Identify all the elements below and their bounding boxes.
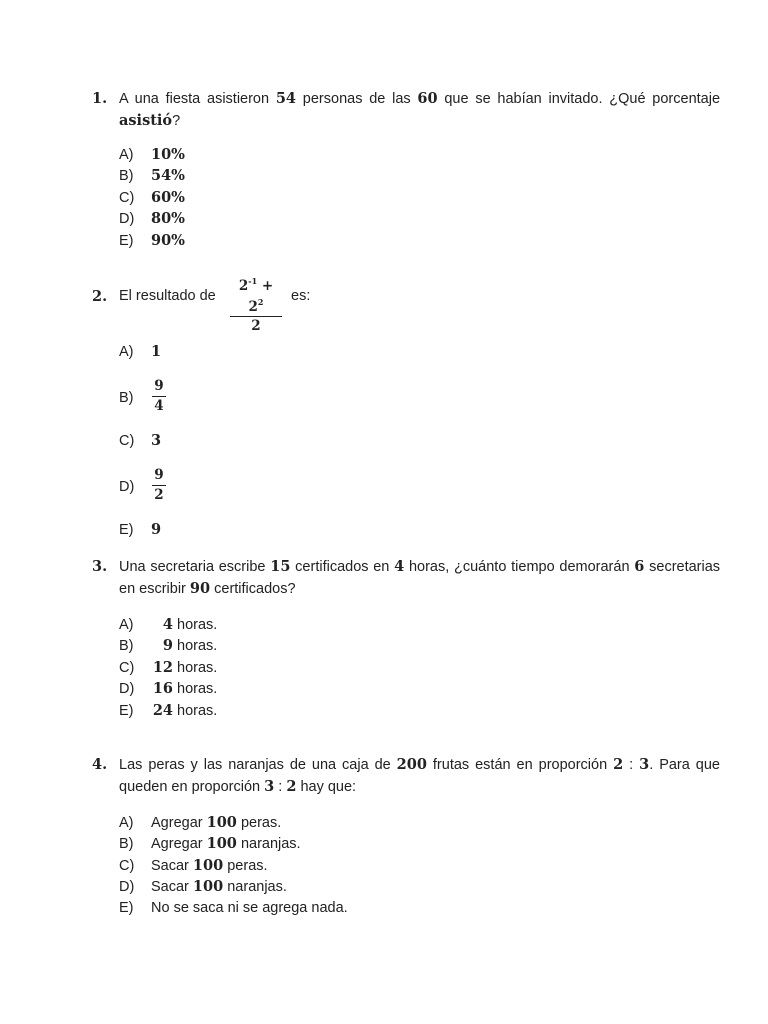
option-b[interactable] xyxy=(119,833,720,854)
option-letter: E) xyxy=(119,232,134,249)
option-number: 100 xyxy=(206,835,237,853)
option-e[interactable] xyxy=(119,519,161,540)
option-letter: A) xyxy=(119,617,134,633)
option-value: 1 xyxy=(151,343,162,360)
question-4-options xyxy=(119,812,720,919)
fraction-expression xyxy=(230,273,282,334)
option-letter: A) xyxy=(119,344,134,360)
option-a[interactable] xyxy=(119,614,720,635)
fraction-bar xyxy=(230,316,282,317)
option-letter: A) xyxy=(119,815,134,831)
expr-base: 2 xyxy=(248,299,258,315)
question-number: 1. xyxy=(92,90,108,107)
question-2 xyxy=(92,276,720,538)
option-value: 54% xyxy=(151,167,185,185)
question-3-stem xyxy=(92,556,720,600)
stem-text: hay que: xyxy=(300,779,357,795)
option-b[interactable] xyxy=(119,165,720,186)
expr-denominator: 2 xyxy=(251,318,261,334)
option-letter: E) xyxy=(119,702,134,719)
question-4-stem xyxy=(92,754,720,798)
stem-text: en proporción xyxy=(171,779,261,795)
question-4 xyxy=(92,754,720,919)
option-letter: E) xyxy=(119,522,134,538)
option-text: peras. xyxy=(240,815,282,831)
question-number: 4. xyxy=(92,756,108,773)
numerator: 9 xyxy=(154,378,164,394)
denominator: 4 xyxy=(154,398,164,414)
ratio-value: 2 xyxy=(613,756,624,773)
stem-text: certificados? xyxy=(214,581,296,597)
option-a[interactable] xyxy=(119,144,720,165)
option-e[interactable] xyxy=(119,230,720,251)
stem-text: El resultado de xyxy=(119,288,216,304)
stem-number: 90 xyxy=(189,580,211,597)
option-value: 9 xyxy=(162,637,173,655)
option-a[interactable] xyxy=(119,812,720,833)
option-c[interactable] xyxy=(119,657,720,678)
option-fraction xyxy=(152,467,166,504)
stem-number: 6 xyxy=(634,558,645,575)
option-text: No se saca ni se agrega nada. xyxy=(151,899,348,916)
option-unit: horas. xyxy=(177,659,218,676)
option-value: 80% xyxy=(151,210,185,228)
option-value: 3 xyxy=(151,432,162,449)
fraction-bar xyxy=(152,396,166,397)
option-letter: C) xyxy=(119,189,135,206)
option-number: 100 xyxy=(192,856,224,874)
numerator: 9 xyxy=(154,467,164,483)
stem-text: Una secretaria escribe xyxy=(119,559,266,575)
fraction-bar xyxy=(152,485,166,486)
option-letter: B) xyxy=(119,168,134,185)
expr-exponent: 2 xyxy=(257,297,264,307)
stem-text: A una fiesta asistieron xyxy=(119,91,270,107)
stem-text: personas de las xyxy=(302,91,411,107)
stem-number: 60 xyxy=(417,90,438,107)
ratio-value: 3 xyxy=(264,778,275,795)
question-1-stem xyxy=(92,88,720,132)
stem-text: en escribir xyxy=(119,581,186,597)
option-value: 12 xyxy=(152,658,173,676)
stem-number: 54 xyxy=(275,90,297,107)
option-text: Sacar xyxy=(151,879,189,896)
option-letter: C) xyxy=(119,857,135,874)
option-text: Agregar xyxy=(151,815,203,831)
option-letter: C) xyxy=(119,659,135,676)
option-e[interactable] xyxy=(119,898,720,919)
question-3 xyxy=(92,556,720,721)
option-letter: D) xyxy=(119,211,135,228)
option-fraction xyxy=(152,378,166,415)
option-value: 24 xyxy=(152,701,173,719)
question-number: 2. xyxy=(92,288,108,305)
question-2-stem xyxy=(92,276,720,334)
option-unit: horas. xyxy=(177,617,218,633)
ratio-value: 2 xyxy=(286,778,297,795)
stem-text: horas, ¿cuánto tiempo demorarán xyxy=(408,559,630,575)
expr-operator: + xyxy=(261,278,274,294)
question-1 xyxy=(92,88,720,251)
option-value: 10% xyxy=(151,146,185,163)
option-unit: horas. xyxy=(177,702,218,719)
option-text: peras. xyxy=(227,857,268,874)
stem-text: certificados en xyxy=(295,559,390,575)
stem-number: 15 xyxy=(270,558,291,575)
option-value: 90% xyxy=(151,231,185,249)
option-letter: C) xyxy=(119,433,135,449)
stem-text: frutas están en proporción xyxy=(432,757,608,773)
question-number: 3. xyxy=(92,558,108,575)
option-letter: B) xyxy=(119,638,134,655)
option-letter: B) xyxy=(119,836,134,853)
option-text: Sacar xyxy=(151,857,189,874)
stem-text: es: xyxy=(291,288,311,304)
option-letter: E) xyxy=(119,899,134,916)
stem-bold-word: asistió xyxy=(119,112,173,129)
option-value: 4 xyxy=(162,616,173,633)
ratio-colon: : xyxy=(278,779,283,795)
option-number: 100 xyxy=(206,814,237,831)
option-c[interactable] xyxy=(119,430,161,451)
ratio-value: 3 xyxy=(639,756,650,773)
option-d[interactable] xyxy=(119,876,720,897)
stem-number: 4 xyxy=(394,558,405,575)
stem-number: 200 xyxy=(396,756,427,773)
option-value: 60% xyxy=(151,188,185,206)
option-c[interactable] xyxy=(119,187,720,208)
option-letter: D) xyxy=(119,479,135,495)
option-b[interactable] xyxy=(119,635,720,656)
option-letter: D) xyxy=(119,681,135,698)
option-value: 9 xyxy=(151,521,162,538)
expr-base: 2 xyxy=(238,278,249,294)
option-letter: D) xyxy=(119,879,135,896)
question-1-options xyxy=(119,144,720,251)
option-value: 16 xyxy=(152,680,173,698)
option-number: 100 xyxy=(192,878,224,896)
expr-exponent: -1 xyxy=(248,276,258,286)
option-text: Agregar xyxy=(151,836,203,853)
stem-text: que se habían invitado. ¿Qué porcentaje xyxy=(444,91,721,107)
option-c[interactable] xyxy=(119,855,720,876)
stem-text: Las peras y las naranjas de una caja de xyxy=(119,757,391,773)
stem-text: . Para que queden xyxy=(119,757,720,795)
option-unit: horas. xyxy=(177,681,218,698)
option-letter: B) xyxy=(119,390,134,406)
option-unit: horas. xyxy=(177,638,218,655)
option-d[interactable] xyxy=(119,678,720,699)
option-a[interactable] xyxy=(119,341,161,362)
option-d[interactable] xyxy=(119,208,720,229)
ratio-colon: : xyxy=(629,757,634,773)
stem-text: secretarias xyxy=(649,559,721,575)
question-3-options xyxy=(119,614,720,721)
option-text: naranjas. xyxy=(240,836,301,853)
option-letter: A) xyxy=(119,147,134,163)
option-text: naranjas. xyxy=(227,879,287,896)
stem-text: ? xyxy=(172,113,181,129)
denominator: 2 xyxy=(154,487,164,503)
option-e[interactable] xyxy=(119,700,720,721)
